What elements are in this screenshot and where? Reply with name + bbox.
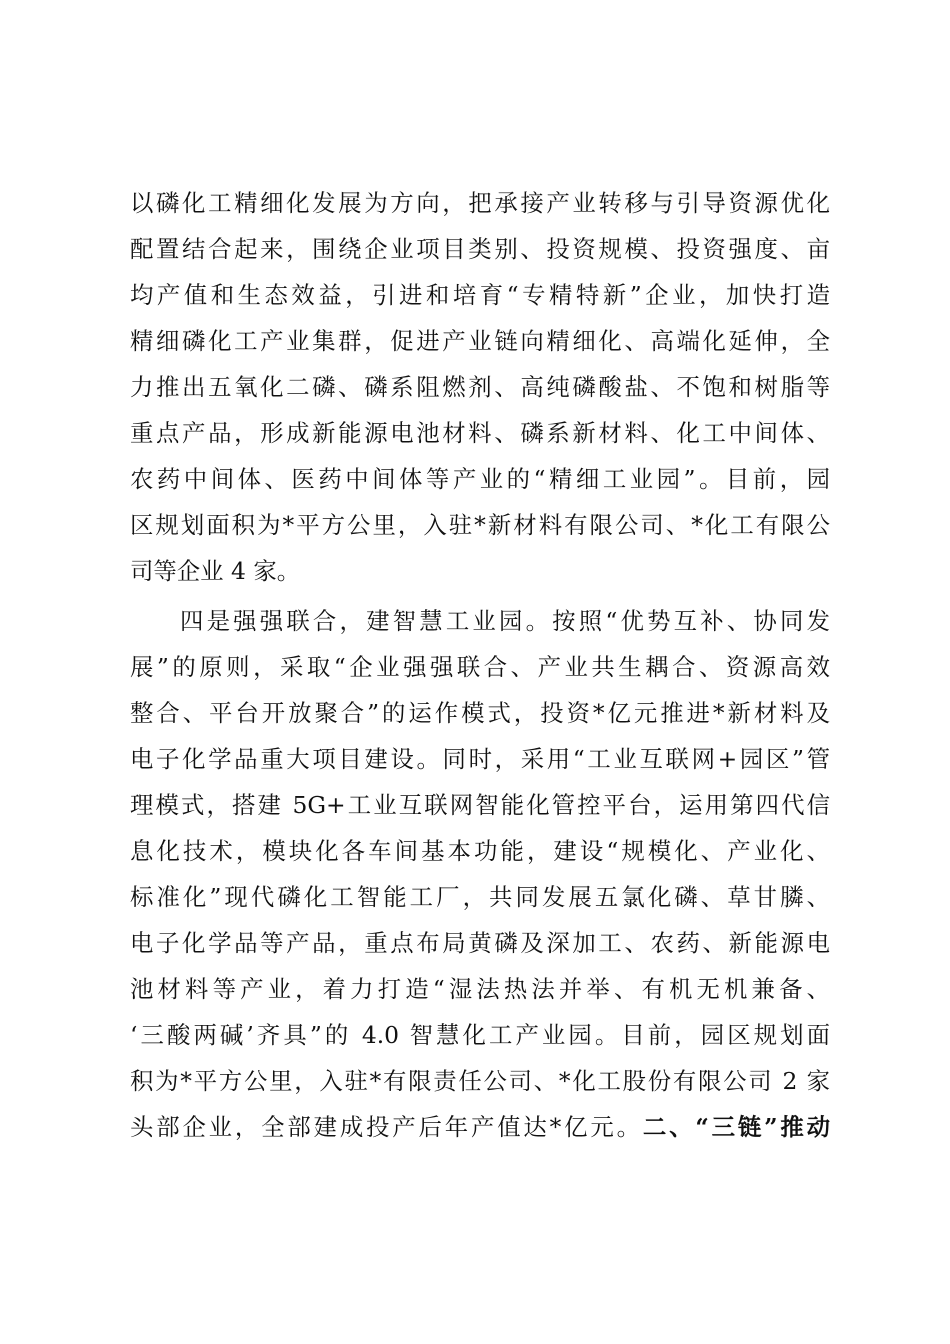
paragraph-line: 池材料等产业，着力打造“湿法热法并举、有机无机兼备、 bbox=[130, 975, 830, 1003]
paragraph-line: 以磷化工精细化发展为方向，把承接产业转移与引导资源优化 bbox=[130, 189, 830, 217]
paragraph-line: 区规划面积为*平方公里，入驻*新材料有限公司、*化工有限公 bbox=[130, 511, 830, 539]
paragraph-line: 整合、平台开放聚合”的运作模式，投资*亿元推进*新材料及 bbox=[130, 699, 830, 727]
paragraph-line-text: 头部企业，全部建成投产后年产值达*亿元。 bbox=[130, 1113, 643, 1141]
paragraph-line: 力推出五氧化二磷、磷系阻燃剂、高纯磷酸盐、不饱和树脂等 bbox=[130, 373, 830, 401]
paragraph-line: 配置结合起来，围绕企业项目类别、投资规模、投资强度、亩 bbox=[130, 235, 830, 263]
paragraph-line: 精细磷化工产业集群，促进产业链向精细化、高端化延伸，全 bbox=[130, 327, 830, 355]
paragraph-line: 农药中间体、医药中间体等产业的“精细工业园”。目前，园 bbox=[130, 465, 830, 493]
paragraph-line-with-heading bbox=[130, 1104, 830, 1150]
paragraph-line: 展”的原则，采取“企业强强联合、产业共生耦合、资源高效 bbox=[130, 653, 830, 681]
paragraph-line: ‘三酸两碱’齐具”的 4.0 智慧化工产业园。目前，园区规划面 bbox=[130, 1021, 830, 1049]
paragraph-line: 息化技术，模块化各车间基本功能，建设“规模化、产业化、 bbox=[130, 837, 830, 865]
paragraph-smart-industrial-park bbox=[130, 598, 830, 1150]
paragraph-phosphorus-fine-chemical bbox=[130, 180, 830, 594]
paragraph-line: 电子化学品等产品，重点布局黄磷及深加工、农药、新能源电 bbox=[130, 929, 830, 957]
paragraph-line: 积为*平方公里，入驻*有限责任公司、*化工股份有限公司 2 家 bbox=[130, 1067, 830, 1095]
paragraph-line: 司等企业 4 家。 bbox=[130, 557, 301, 585]
paragraph-line: 均产值和生态效益，引进和培育“专精特新”企业，加快打造 bbox=[130, 281, 830, 309]
paragraph-line: 重点产品，形成新能源电池材料、磷系新材料、化工中间体、 bbox=[130, 419, 830, 447]
paragraph-line: 电子化学品重大项目建设。同时，采用“工业互联网+园区”管 bbox=[130, 745, 830, 773]
section-heading: 二、“三链”推动 bbox=[642, 1113, 830, 1141]
paragraph-line: 四是强强联合，建智慧工业园。按照“优势互补、协同发 bbox=[180, 607, 830, 635]
paragraph-line: 标准化”现代磷化工智能工厂，共同发展五氯化磷、草甘膦、 bbox=[130, 883, 830, 911]
paragraph-line: 理模式，搭建 5G+工业互联网智能化管控平台，运用第四代信 bbox=[130, 791, 830, 819]
